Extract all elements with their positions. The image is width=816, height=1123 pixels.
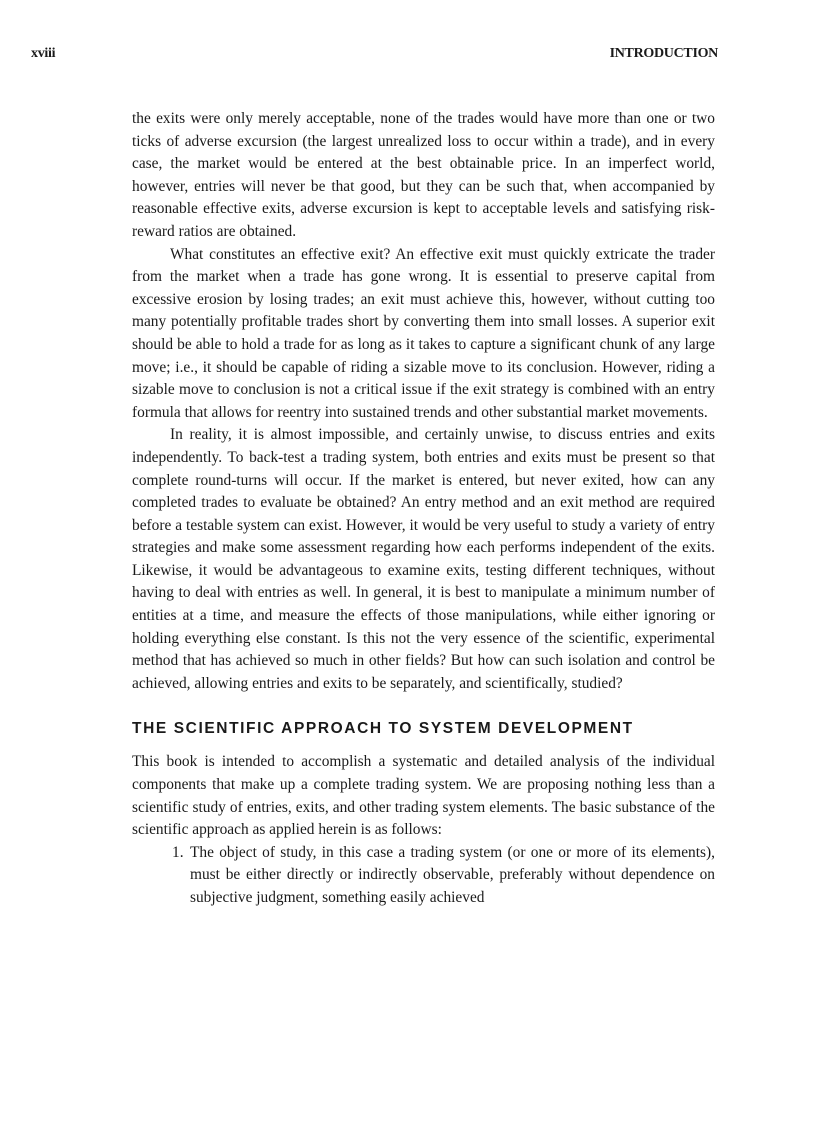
paragraph: the exits were only merely acceptable, none of the trades would have more than one or two ticks of adverse excursion (the largest unrealized loss to occur within a trade), and in every case, the market would be entered at the best obtainable price. In an imperfect world, however, entries will never be that good, but they can be such that, when accompanied by reasonable effective exits, adverse excursion is kept to acceptable levels and satisfying risk-reward ratios are obtained. [132,110,715,240]
page-header [31,46,718,68]
list-item-text: The object of study, in this case a trading system (or one or more of its elements), must be either directly or indirectly observable, preferably without dependence on subjective judgment, something easily achieved [190,843,715,906]
body-text [132,108,715,910]
paragraph: What constitutes an effective exit? An effective exit must quickly extricate the trader from the market when a trade has gone wrong. It is essential to preserve capital from excessive erosion by losing trades; an exit must achieve this, however, without cutting too many potentially profitable trades short by converting them into small losses. A superior exit should be able to hold a trade for as long as it takes to capture a significant chunk of any large move; i.e., it should be capable of riding a sizable move to its conclusion. However, riding a sizable move to conclusion is not a critical issue if the exit strategy is combined with an entry formula that allows for reentry into sustained trends and other substantial market movements. [132,245,715,421]
page-number: xviii [31,46,56,61]
paragraph: In reality, it is almost impossible, and certainly unwise, to discuss entries and exits independently. To back-test a trading system, both entries and exits must be present so that complete round-turns will occur. If the market is entered, but never exited, how can any completed trades to evaluate be obtained? An entry method and an exit method are required before a testable system can exist. However, it would be very useful to study a variety of entry strategies and make some assessment regarding how each performs independent of the exits. Likewise, it would be advantageous to examine exits, testing different techniques, without having to deal with entries as well. In general, it is best to manipulate a minimum number of entities at a time, and measure the effects of those manipulations, while either ignoring or holding everything else constant. Is this not the very essence of the scientific, experimental method that has achieved so much in other fields? But how can such isolation and control be achieved, allowing entries and exits to be separately, and scientifically, studied? [132,426,715,692]
list-item-number: 1. [172,843,184,861]
numbered-list [132,842,715,910]
list-item [152,842,715,910]
running-head: INTRODUCTION [609,46,718,61]
section-heading: THE SCIENTIFIC APPROACH TO SYSTEM DEVELOPMENT [132,720,634,738]
section-intro-paragraph: This book is intended to accomplish a systematic and detailed analysis of the individual components that make up a complete trading system. We are proposing nothing less than a scientific study of entries, exits, and other trading system elements. The basic substance of the scientific approach as applied herein is as follows: [132,753,715,839]
